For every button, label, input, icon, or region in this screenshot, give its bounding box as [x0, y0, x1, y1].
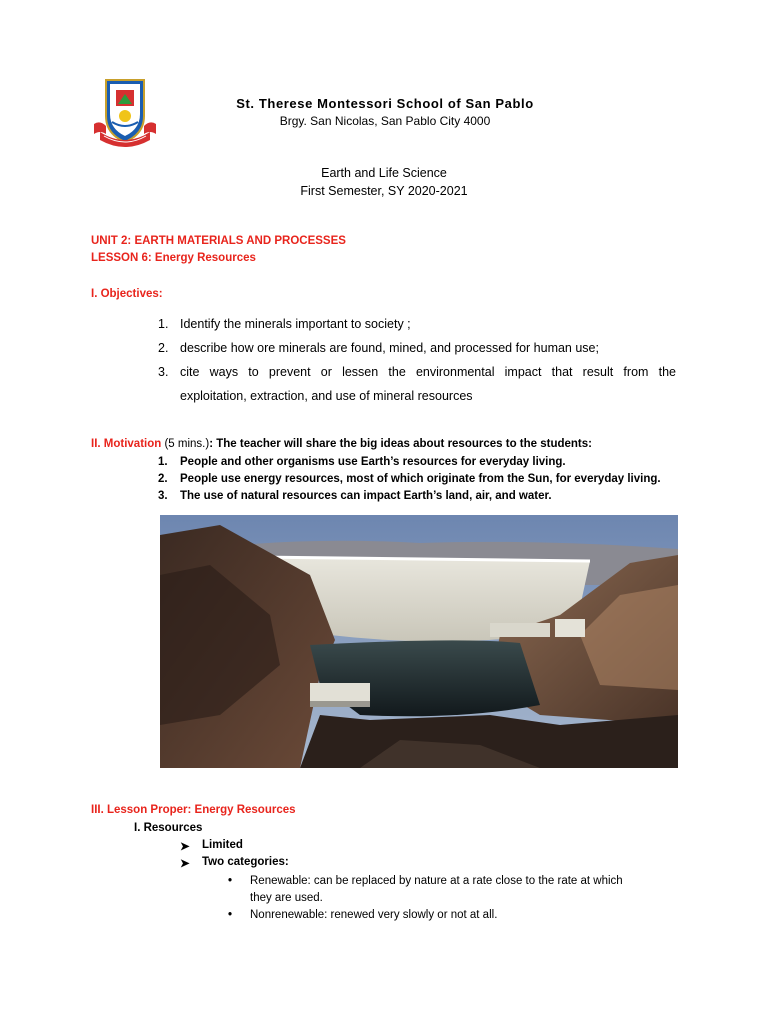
- bullet-label: Renewable: [250, 875, 308, 887]
- arrow-bullet-icon: ➤: [180, 841, 190, 853]
- motivation-number: 1.: [158, 456, 168, 468]
- school-logo: [92, 76, 158, 148]
- motivation-text: People and other organisms use Earth’s resources for everyday living.: [180, 456, 566, 468]
- school-address: Brgy. San Nicolas, San Pablo City 4000: [279, 114, 491, 128]
- motivation-line: [91, 438, 592, 450]
- school-name: St. Therese Montessori School of San Pablo: [236, 96, 534, 111]
- objective-text: exploitation, extraction, and use of mineral resources: [180, 389, 473, 403]
- unit-title: UNIT 2: EARTH MATERIALS AND PROCESSES: [91, 235, 346, 247]
- objective-number: 3.: [158, 365, 169, 379]
- lesson-proper-heading: III. Lesson Proper: Energy Resources: [91, 804, 296, 816]
- motivation-number: 2.: [158, 473, 168, 485]
- objective-text: describe how ore minerals are found, mined, and processed for human use;: [180, 341, 599, 355]
- arrow-bullet-icon: ➤: [180, 858, 190, 870]
- objective-text: Identify the minerals important to society ;: [180, 317, 411, 331]
- bullet-text: : can be replaced by nature at a rate close to the rate at which: [307, 875, 623, 887]
- motivation-text: People use energy resources, most of which originate from the Sun, for everyday living.: [180, 473, 661, 485]
- arrow-item-text: Two categories:: [202, 856, 289, 868]
- motivation-text: The use of natural resources can impact Earth’s land, air, and water.: [180, 490, 552, 502]
- objective-number: 1.: [158, 317, 169, 331]
- bullet-label: Nonrenewable: [250, 909, 325, 921]
- bullet-continuation: they are used.: [250, 892, 323, 904]
- lesson-title: LESSON 6: Energy Resources: [91, 252, 256, 264]
- subject-title: Earth and Life Science: [321, 166, 447, 180]
- resources-subheading: I. Resources: [134, 822, 203, 834]
- bullet-dot-icon: •: [228, 875, 233, 887]
- objective-number: 2.: [158, 341, 169, 355]
- motivation-intro: : The teacher will share the big ideas about resources to the students:: [209, 438, 592, 450]
- arrow-item-text: Limited: [202, 839, 243, 851]
- bullet-dot-icon: •: [228, 909, 233, 921]
- bullet-text: : renewed very slowly or not at all.: [324, 909, 498, 921]
- motivation-heading: II. Motivation: [91, 438, 162, 450]
- objective-text: cite ways to prevent or lessen the environmental impact that result from the: [180, 365, 676, 379]
- motivation-duration: (5 mins.): [161, 438, 210, 450]
- motivation-number: 3.: [158, 490, 168, 502]
- objectives-heading: I. Objectives:: [91, 288, 163, 300]
- dam-photo: [160, 515, 678, 768]
- semester: First Semester, SY 2020-2021: [300, 184, 468, 198]
